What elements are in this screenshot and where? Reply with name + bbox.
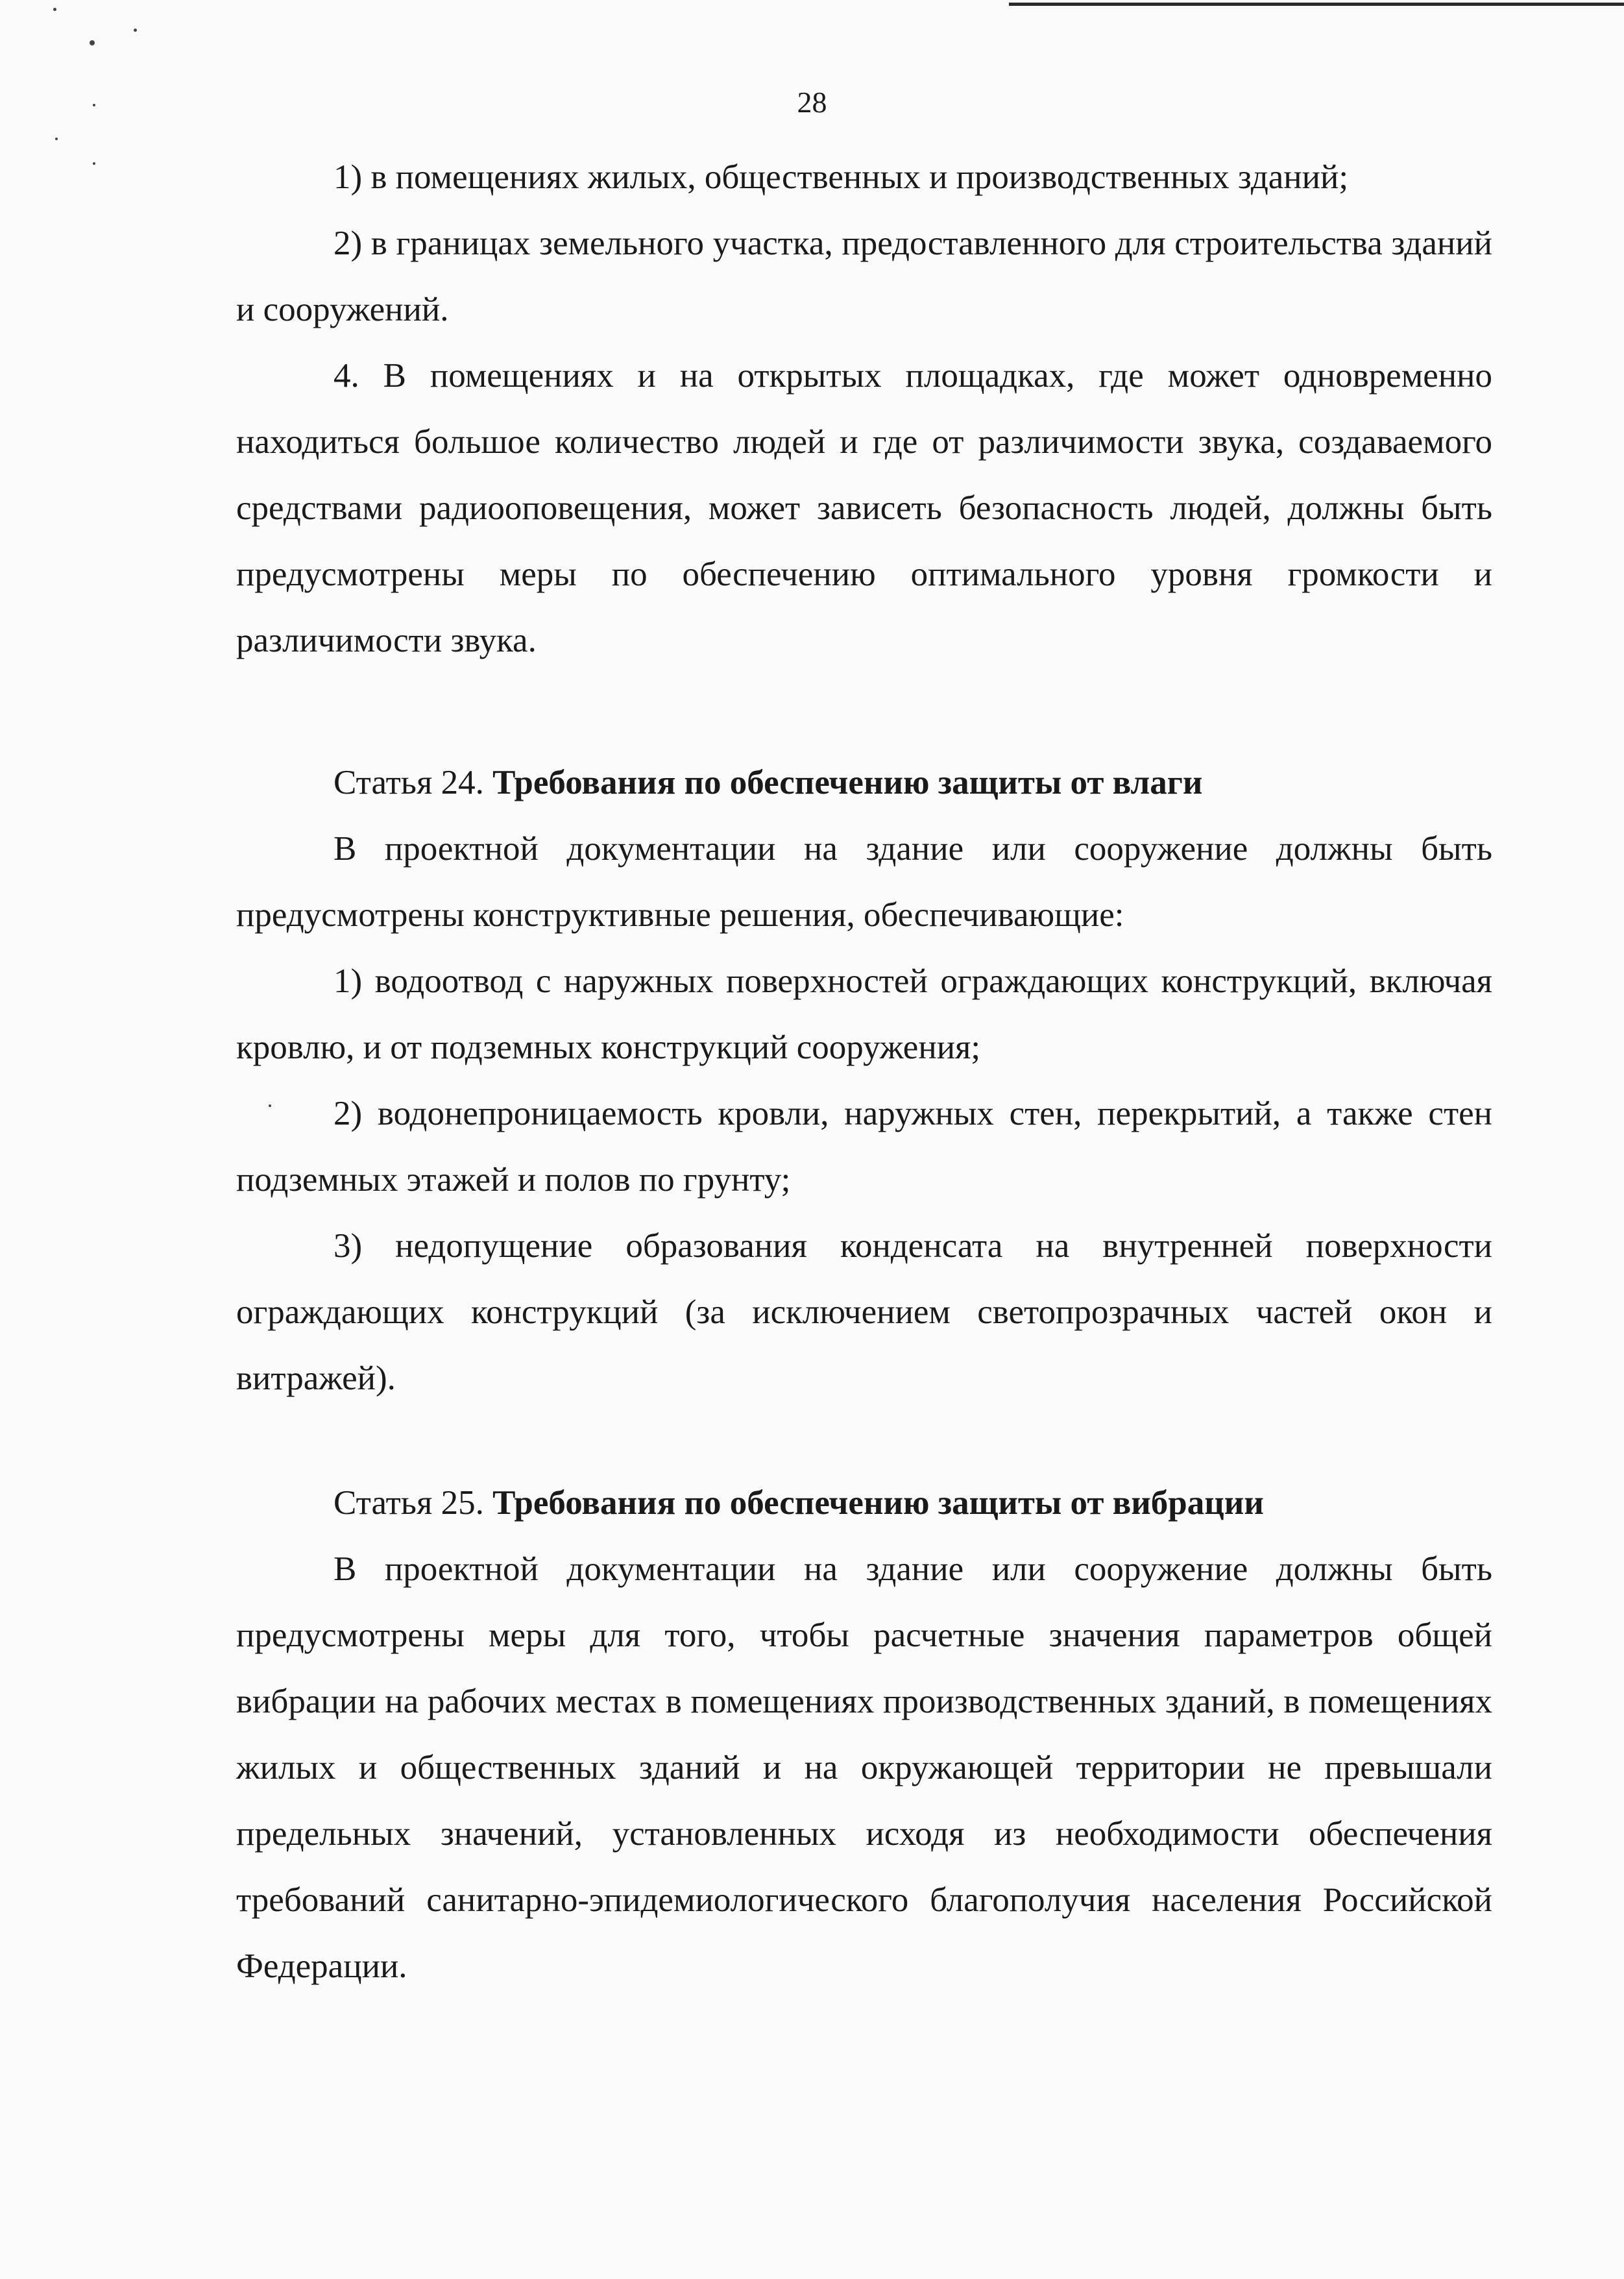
article-24 [236,750,1492,1411]
list-item: 1) водоотвод с наружных поверхностей ограждающих конструкций, включая кровлю, и от подземных конструкций сооружения; [236,962,1492,1066]
scan-speck [55,138,58,140]
article-25-title: Требования по обеспечению защиты от вибрации [492,1484,1264,1522]
section-top [236,144,1492,674]
article-25 [236,1470,1492,1999]
scan-speck [90,40,95,45]
page-number: 28 [797,86,827,119]
scan-artifact-line [1009,3,1624,6]
article-24-number: Статья 24. [333,764,484,801]
article-24-title: Требования по обеспечению защиты от влаги [492,764,1203,801]
scan-speck [134,29,137,32]
list-item: 1) в помещениях жилых, общественных и производственных зданий; [333,158,1349,196]
article-24-heading [236,750,1492,816]
scan-speck [53,8,56,11]
list-item: 3) недопущение образования конденсата на внутренней поверхности ограждающих конструкций (за исключением светопрозрачных частей окон и витражей). [236,1227,1492,1397]
paragraph-4: 4. В помещениях и на открытых площадках, где может одновременно находиться большое количество людей и где от различимости звука, создаваемого средствами радиооповещения, может зависеть безопасность людей, должны быть предусмотрены меры по обеспечению оптимального уровня громкости и различимости звука. [236,357,1492,659]
article-25-body: В проектной документации на здание или сооружение должны быть предусмотрены меры для того, чтобы расчетные значения параметров общей вибрации на рабочих местах в помещениях производственных зданий, в помещениях жилых и общественных зданий и на окружающей территории не превышали предельных значений, установленных исходя из необходимости обеспечения требований санитарно-эпидемиологического благополучия населения Российской Федерации. [236,1550,1492,1985]
list-item: 2) в границах земельного участка, предоставленного для строительства зданий и сооружений. [236,225,1492,328]
article-24-intro: В проектной документации на здание или сооружение должны быть предусмотрены конструктивные решения, обеспечивающие: [236,830,1492,934]
article-25-heading [236,1470,1492,1536]
scan-speck [93,162,95,165]
list-item: 2) водонепроницаемость кровли, наружных стен, перекрытий, а также стен подземных этажей и полов по грунту; [236,1095,1492,1199]
article-25-number: Статья 25. [333,1484,484,1522]
